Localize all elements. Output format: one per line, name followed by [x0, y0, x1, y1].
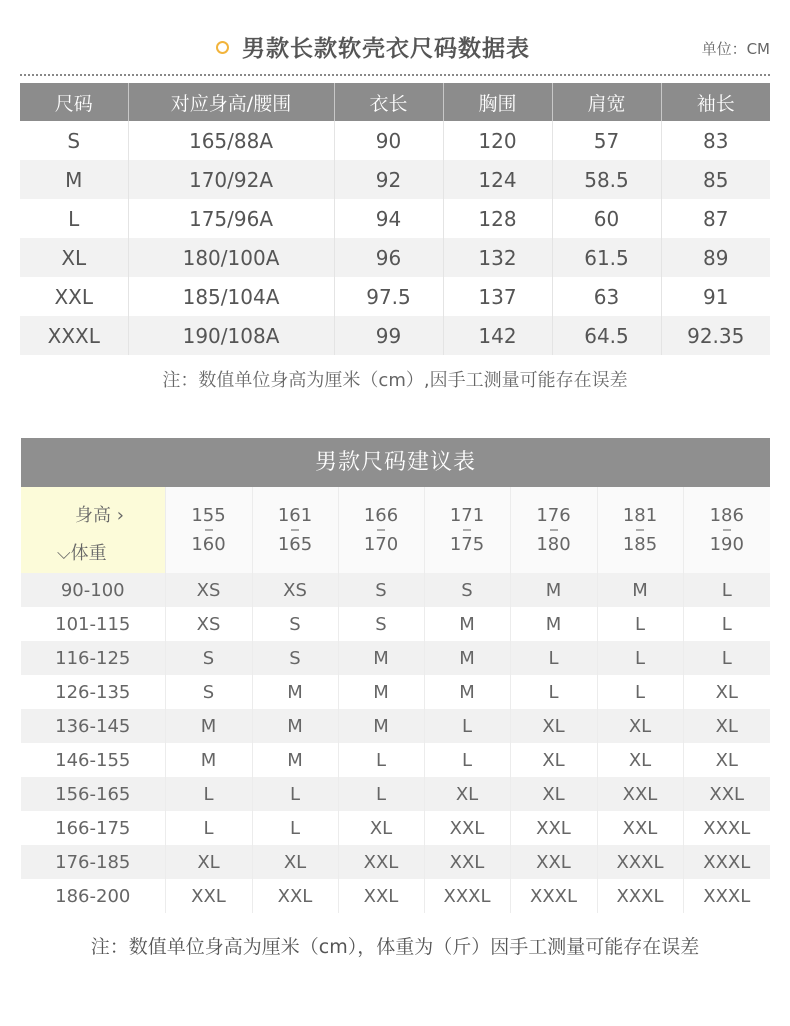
spec-cell: XXL — [20, 277, 128, 316]
height-range-cell — [597, 487, 683, 573]
spec-row — [20, 316, 770, 355]
recommended-size-cell: L — [683, 641, 770, 675]
recommended-size-cell: XS — [252, 573, 338, 607]
recommended-size-cell: XL — [424, 777, 510, 811]
recommended-size-cell: XXXL — [703, 817, 751, 839]
spec-cell: 87 — [703, 206, 729, 231]
recommended-size-cell: XL — [338, 811, 424, 845]
rec-row — [21, 743, 770, 777]
rec-note: 注：数值单位身高为厘米（cm），体重为（斤）因手工测量可能存在误差 — [90, 936, 700, 958]
rec-row — [21, 845, 770, 879]
spec-cell: 170/92A — [128, 160, 334, 199]
rec-row — [21, 879, 770, 913]
recommended-size-cell: M — [338, 641, 424, 675]
recommended-size-cell: M — [165, 743, 252, 777]
height-range-end: 180 — [536, 534, 571, 555]
recommended-size-cell: M — [510, 573, 597, 607]
spec-cell: 128 — [443, 199, 552, 238]
recommended-size-cell: XXL — [597, 811, 683, 845]
recommended-size-cell: L — [510, 675, 597, 709]
weight-range-cell: 101-115 — [21, 607, 165, 641]
height-range-start: 171 — [449, 505, 485, 526]
recommended-size-cell: S — [165, 641, 252, 675]
weight-range-cell: 90-100 — [21, 573, 165, 607]
recommended-size-cell: M — [165, 709, 252, 743]
height-range-start: 166 — [363, 505, 399, 526]
height-range-start: 176 — [536, 505, 571, 526]
recommended-size-cell: XS — [165, 573, 252, 607]
height-range-end: 165 — [277, 534, 313, 555]
corner-cell — [21, 487, 165, 573]
recommended-size-cell: XXL — [510, 845, 597, 879]
recommended-size-cell: XL — [597, 709, 683, 743]
spec-cell: 85 — [661, 160, 770, 199]
recommended-size-cell: XXL — [424, 845, 510, 879]
recommended-size-cell: XXXL — [424, 879, 510, 913]
recommended-size-cell: XXL — [338, 845, 424, 879]
spec-cell: 165/88A — [128, 121, 334, 160]
size-recommendation-table — [21, 487, 770, 913]
recommended-size-cell: XXL — [597, 777, 683, 811]
recommended-size-cell: XL — [683, 709, 770, 743]
weight-range-cell: 176-185 — [21, 845, 165, 879]
range-dash — [636, 529, 644, 531]
spec-column-header: 袖长 — [661, 83, 770, 121]
height-range-start: 181 — [622, 505, 658, 526]
spec-cell: 190/108A — [128, 316, 334, 355]
spec-cell: 124 — [443, 160, 552, 199]
height-range-end: 170 — [363, 534, 399, 555]
spec-cell: L — [20, 199, 128, 238]
recommended-size-cell: L — [252, 777, 338, 811]
recommended-size-cell: S — [338, 607, 424, 641]
recommended-size-cell: XL — [165, 845, 252, 879]
recommended-size-cell: XXXL — [597, 879, 683, 913]
spec-row — [20, 238, 770, 277]
spec-cell: 96 — [334, 238, 443, 277]
height-range-cell — [165, 487, 252, 573]
spec-cell: 185/104A — [128, 277, 334, 316]
spec-header-row — [20, 83, 770, 121]
recommended-size-cell: M — [252, 709, 338, 743]
recommended-size-cell: L — [165, 777, 252, 811]
spec-cell: 180/100A — [128, 238, 334, 277]
recommended-size-cell: XXL — [252, 879, 338, 913]
rec-table-title: 男款尺码建议表 — [21, 438, 770, 487]
spec-column-header: 尺码 — [20, 83, 128, 121]
recommended-size-cell: M — [510, 607, 597, 641]
recommended-size-cell: M — [424, 641, 510, 675]
recommended-size-cell: L — [424, 709, 510, 743]
rec-header-row — [21, 487, 770, 573]
recommended-size-cell: S — [338, 573, 424, 607]
height-range-cell — [424, 487, 510, 573]
recommended-size-cell: L — [597, 641, 683, 675]
recommended-size-cell: L — [424, 743, 510, 777]
weight-range-cell: 186-200 — [21, 879, 165, 913]
spec-cell: 91 — [703, 284, 729, 309]
size-spec-table — [20, 83, 770, 355]
title-row — [0, 28, 790, 68]
spec-row — [20, 121, 770, 160]
spec-cell: 63 — [552, 277, 661, 316]
height-range-end: 190 — [709, 534, 744, 555]
recommended-size-cell: L — [597, 607, 683, 641]
rec-row — [21, 641, 770, 675]
spec-cell: 142 — [443, 316, 552, 355]
recommended-size-cell: M — [252, 675, 338, 709]
recommended-size-cell: S — [252, 607, 338, 641]
height-range-cell — [338, 487, 424, 573]
dotted-divider — [20, 74, 770, 76]
spec-cell: 132 — [443, 238, 552, 277]
recommended-size-cell: XS — [165, 607, 252, 641]
spec-cell: XXXL — [20, 316, 128, 355]
weight-axis-label: ⌵体重 — [57, 543, 107, 564]
recommended-size-cell: L — [252, 811, 338, 845]
spec-cell: 60 — [552, 199, 661, 238]
height-range-start: 186 — [709, 505, 744, 526]
height-range-start: 161 — [277, 505, 313, 526]
spec-note: 注：数值单位身高为厘米（cm）,因手工测量可能存在误差 — [162, 370, 628, 391]
spec-column-header: 胸围 — [443, 83, 552, 121]
spec-cell: 64.5 — [552, 316, 661, 355]
spec-row — [20, 160, 770, 199]
recommended-size-cell: S — [424, 573, 510, 607]
height-range-cell — [252, 487, 338, 573]
height-range-end: 160 — [191, 534, 226, 555]
recommended-size-cell: L — [597, 675, 683, 709]
range-dash — [463, 529, 471, 531]
spec-cell: S — [20, 121, 128, 160]
recommended-size-cell: XXL — [510, 811, 597, 845]
range-dash — [205, 529, 213, 531]
spec-cell: 175/96A — [128, 199, 334, 238]
weight-range-cell: 126-135 — [21, 675, 165, 709]
circle-bullet-icon — [216, 41, 229, 54]
recommended-size-cell: XXXL — [597, 845, 683, 879]
spec-column-header: 衣长 — [334, 83, 443, 121]
spec-cell: 61.5 — [552, 238, 661, 277]
rec-row — [21, 777, 770, 811]
spec-cell: XL — [20, 238, 128, 277]
rec-row — [21, 709, 770, 743]
recommended-size-cell: XXL — [338, 879, 424, 913]
recommended-size-cell: L — [165, 811, 252, 845]
recommended-size-cell: XXL — [165, 879, 252, 913]
spec-cell: 137 — [443, 277, 552, 316]
spec-cell: 94 — [334, 199, 443, 238]
recommended-size-cell: M — [338, 709, 424, 743]
recommended-size-cell: M — [424, 607, 510, 641]
range-dash — [723, 529, 731, 531]
recommended-size-cell: XXXL — [703, 885, 751, 907]
spec-cell: 92.35 — [661, 316, 770, 355]
height-range-start: 155 — [191, 505, 226, 526]
recommended-size-cell: L — [338, 743, 424, 777]
rec-row — [21, 675, 770, 709]
height-range-end: 175 — [449, 534, 485, 555]
spec-cell: M — [20, 160, 128, 199]
spec-cell: 89 — [661, 238, 770, 277]
recommended-size-cell: XL — [510, 709, 597, 743]
recommended-size-cell: XXXL — [510, 879, 597, 913]
rec-row — [21, 811, 770, 845]
recommended-size-cell: XL — [510, 743, 597, 777]
height-axis-label: 身高 › — [75, 505, 124, 526]
spec-cell: 120 — [443, 121, 552, 160]
recommended-size-cell: XL — [715, 749, 738, 771]
recommended-size-cell: M — [597, 573, 683, 607]
recommended-size-cell: XL — [715, 681, 738, 703]
spec-row — [20, 277, 770, 316]
recommended-size-cell: XXL — [683, 777, 770, 811]
recommended-size-cell: XXL — [424, 811, 510, 845]
recommended-size-cell: L — [721, 613, 732, 635]
weight-range-cell: 146-155 — [21, 743, 165, 777]
weight-range-cell: 166-175 — [21, 811, 165, 845]
weight-range-cell: 116-125 — [21, 641, 165, 675]
recommended-size-cell: S — [165, 675, 252, 709]
height-range-end: 185 — [622, 534, 658, 555]
page-title: 男款长款软壳衣尺码数据表 — [242, 36, 530, 62]
spec-cell: 90 — [334, 121, 443, 160]
range-dash — [377, 529, 385, 531]
recommended-size-cell: XL — [597, 743, 683, 777]
recommended-size-cell: L — [338, 777, 424, 811]
height-range-cell — [683, 487, 770, 573]
spec-column-header: 对应身高/腰围 — [128, 83, 334, 121]
weight-range-cell: 136-145 — [21, 709, 165, 743]
recommended-size-cell: M — [252, 743, 338, 777]
range-dash — [550, 529, 558, 531]
recommended-size-cell: XL — [510, 777, 597, 811]
spec-column-header: 肩宽 — [552, 83, 661, 121]
unit-label: 单位：CM — [701, 40, 770, 58]
rec-row — [21, 607, 770, 641]
height-range-cell — [510, 487, 597, 573]
recommended-size-cell: XL — [252, 845, 338, 879]
recommended-size-cell: S — [252, 641, 338, 675]
recommended-size-cell: M — [424, 675, 510, 709]
spec-cell: 92 — [334, 160, 443, 199]
recommended-size-cell: XXXL — [683, 845, 770, 879]
rec-row — [21, 573, 770, 607]
spec-row — [20, 199, 770, 238]
recommended-size-cell: L — [683, 573, 770, 607]
spec-cell: 97.5 — [334, 277, 443, 316]
spec-cell: 99 — [334, 316, 443, 355]
recommended-size-cell: L — [510, 641, 597, 675]
spec-cell: 58.5 — [552, 160, 661, 199]
weight-range-cell: 156-165 — [21, 777, 165, 811]
range-dash — [291, 529, 299, 531]
spec-cell: 57 — [552, 121, 661, 160]
recommended-size-cell: M — [338, 675, 424, 709]
spec-cell: 83 — [703, 128, 729, 153]
